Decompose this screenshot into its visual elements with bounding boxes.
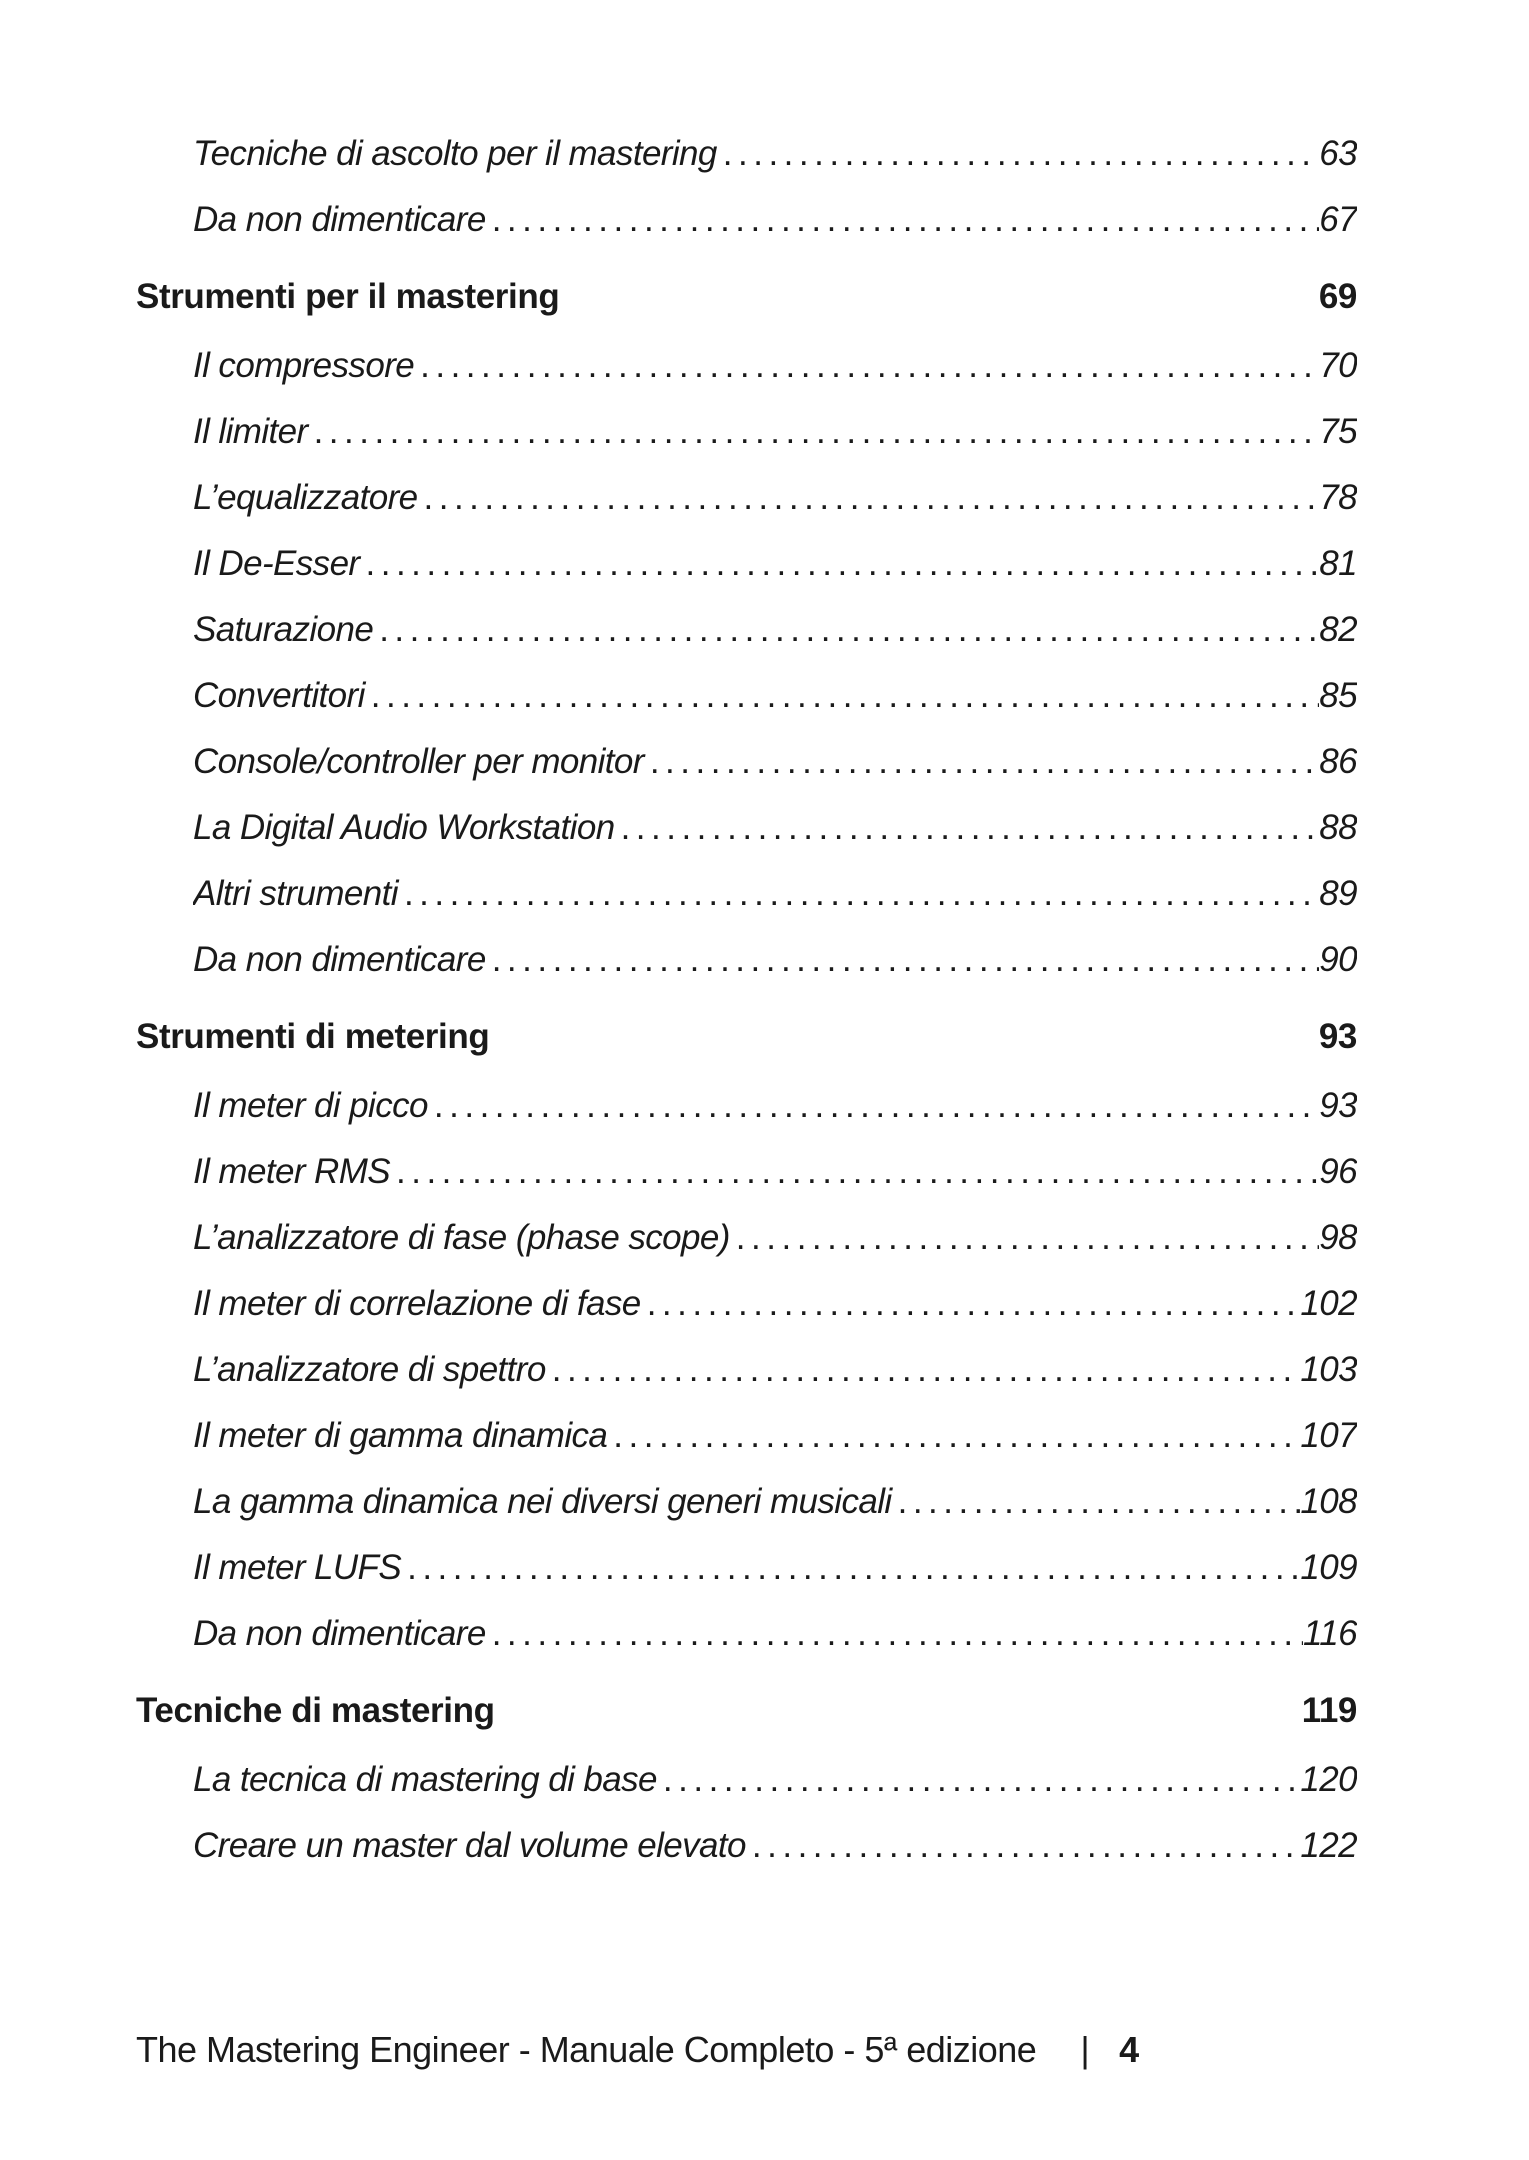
- toc-entry-page: 96: [1319, 1152, 1357, 1191]
- toc-entry[interactable]: [193, 534, 1357, 594]
- dot-leader: [428, 1076, 1319, 1136]
- toc-entry[interactable]: [193, 666, 1357, 726]
- footer-separator: |: [1080, 2029, 1090, 2070]
- dot-leader: [657, 1750, 1300, 1810]
- dot-leader: [730, 1208, 1319, 1268]
- toc-entry-page: 102: [1300, 1284, 1357, 1323]
- dot-leader: [401, 1538, 1300, 1598]
- dot-leader: [365, 666, 1320, 726]
- toc-entry-title: La tecnica di mastering di base: [193, 1760, 657, 1799]
- dot-leader: [644, 732, 1319, 792]
- toc-entry-page: 109: [1300, 1548, 1357, 1587]
- toc-entry-page: 90: [1319, 940, 1357, 979]
- toc-entry-title: Console/controller per monitor: [193, 742, 644, 781]
- dot-leader: [746, 1816, 1300, 1876]
- dot-leader: [892, 1472, 1301, 1532]
- toc-entry-page: 63: [1319, 134, 1357, 173]
- toc-entry[interactable]: [193, 1142, 1357, 1202]
- section-heading-page: 119: [1301, 1691, 1357, 1730]
- toc-entry[interactable]: [193, 1208, 1357, 1268]
- dot-leader: [373, 600, 1319, 660]
- dot-leader: [360, 534, 1320, 594]
- toc-entry[interactable]: [193, 1340, 1357, 1400]
- section-heading-title: Tecniche di mastering: [136, 1691, 495, 1730]
- toc-entry-page: 67: [1319, 200, 1357, 239]
- toc-entry[interactable]: [193, 1604, 1357, 1664]
- section-heading[interactable]: [136, 266, 1357, 328]
- toc-entry-title: Da non dimenticare: [193, 940, 486, 979]
- toc-entry-page: 85: [1319, 676, 1357, 715]
- dot-leader: [414, 336, 1319, 396]
- toc-entry[interactable]: [193, 732, 1357, 792]
- toc-entry-page: 86: [1319, 742, 1357, 781]
- dot-leader: [486, 190, 1320, 250]
- toc-entry[interactable]: [193, 1406, 1357, 1466]
- toc-entry-title: Convertitori: [193, 676, 365, 715]
- toc-entry-page: 81: [1319, 544, 1357, 583]
- toc-entry[interactable]: [193, 336, 1357, 396]
- dot-leader: [717, 124, 1319, 184]
- toc-entry[interactable]: [193, 1274, 1357, 1334]
- toc-entry-title: Il De-Esser: [193, 544, 360, 583]
- dot-leader: [308, 402, 1320, 462]
- section-heading[interactable]: [136, 1006, 1357, 1068]
- toc-entry-title: La Digital Audio Workstation: [193, 808, 615, 847]
- toc-entry-page: 78: [1319, 478, 1357, 517]
- section-heading-page: 93: [1318, 1017, 1357, 1056]
- toc-entry-title: L’analizzatore di fase (phase scope): [193, 1218, 730, 1257]
- toc-entry-title: Il meter LUFS: [193, 1548, 402, 1587]
- section-heading-title: Strumenti di metering: [136, 1017, 490, 1056]
- toc-entry-page: 70: [1319, 346, 1357, 385]
- toc-entry-page: 75: [1319, 412, 1357, 451]
- toc-entry-title: Da non dimenticare: [193, 1614, 486, 1653]
- toc-entry-title: Da non dimenticare: [193, 200, 486, 239]
- toc-entry[interactable]: [193, 798, 1357, 858]
- toc-entry-title: L’equalizzatore: [193, 478, 418, 517]
- toc-entry-title: Il meter di correlazione di fase: [193, 1284, 641, 1323]
- toc-entry-title: Saturazione: [193, 610, 374, 649]
- toc-entry-title: Il meter di picco: [193, 1086, 428, 1125]
- toc-entry[interactable]: [193, 1538, 1357, 1598]
- toc-entry-page: 98: [1319, 1218, 1357, 1257]
- toc-entry-title: Creare un master dal volume elevato: [193, 1826, 746, 1865]
- toc-entry-page: 116: [1303, 1614, 1357, 1653]
- toc-entry[interactable]: [193, 1816, 1357, 1876]
- toc-entry-title: La gamma dinamica nei diversi generi musicali: [193, 1482, 892, 1521]
- dot-leader: [607, 1406, 1300, 1466]
- dot-leader: [398, 864, 1319, 924]
- dot-leader: [641, 1274, 1301, 1334]
- toc-entry[interactable]: [193, 402, 1357, 462]
- toc-entry[interactable]: [193, 1076, 1357, 1136]
- toc-entry[interactable]: [193, 600, 1357, 660]
- toc-entry-title: L’analizzatore di spettro: [193, 1350, 546, 1389]
- dot-leader: [486, 930, 1320, 990]
- toc-entry-page: 120: [1300, 1760, 1357, 1799]
- toc-entry[interactable]: [193, 1750, 1357, 1810]
- dot-leader: [615, 798, 1320, 858]
- toc-entry-page: 88: [1319, 808, 1357, 847]
- toc-entry-page: 93: [1319, 1086, 1357, 1125]
- toc-entry-page: 82: [1319, 610, 1357, 649]
- toc-entry-page: 107: [1300, 1416, 1357, 1455]
- toc-entry[interactable]: [193, 864, 1357, 924]
- page-footer: [136, 2022, 1139, 2078]
- dot-leader: [546, 1340, 1301, 1400]
- footer-book-title: The Mastering Engineer - Manuale Completo - 5ª edizione: [136, 2029, 1037, 2070]
- toc-entry[interactable]: [193, 190, 1357, 250]
- toc-entry-title: Il limiter: [193, 412, 308, 451]
- section-heading[interactable]: [136, 1680, 1357, 1742]
- dot-leader: [486, 1604, 1303, 1664]
- dot-leader: [418, 468, 1320, 528]
- section-heading-page: 69: [1318, 277, 1357, 316]
- toc-entry[interactable]: [193, 124, 1357, 184]
- toc-entry-title: Tecniche di ascolto per il mastering: [193, 134, 717, 173]
- toc-entry-page: 108: [1300, 1482, 1357, 1521]
- footer-page-number: 4: [1119, 2029, 1139, 2070]
- toc-entry[interactable]: [193, 468, 1357, 528]
- toc-entry-page: 103: [1300, 1350, 1357, 1389]
- toc-entry-title: Il compressore: [193, 346, 415, 385]
- toc-entry[interactable]: [193, 930, 1357, 990]
- toc-entry-page: 89: [1319, 874, 1357, 913]
- toc-entry-title: Altri strumenti: [193, 874, 398, 913]
- toc-entry-page: 122: [1300, 1826, 1357, 1865]
- dot-leader: [390, 1142, 1319, 1202]
- toc-entry-title: Il meter di gamma dinamica: [193, 1416, 608, 1455]
- toc-entry[interactable]: [193, 1472, 1357, 1532]
- section-heading-title: Strumenti per il mastering: [136, 277, 560, 316]
- toc-entry-title: Il meter RMS: [193, 1152, 390, 1191]
